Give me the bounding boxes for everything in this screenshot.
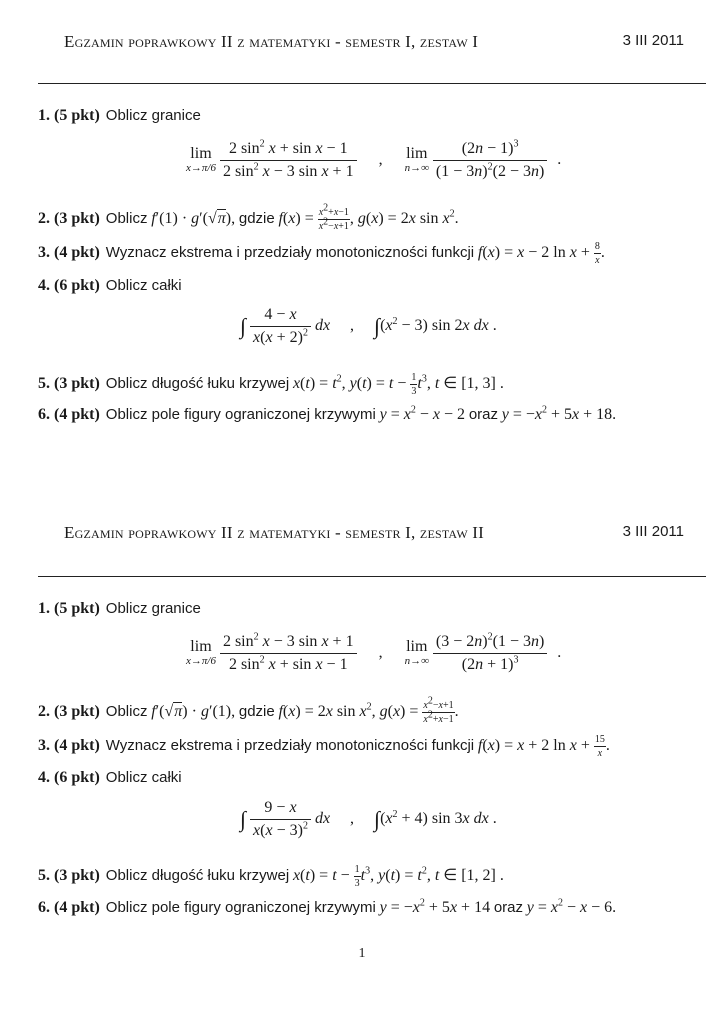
limits-formula: lim x→π/6 $\frac{2 \sin^2 x - 3 \sin x + 1}{2 \sin^2 x + \sin x - 1}$ , lim n→∞ $\frac{(3 - 2n)^2(1 - 3n)}{(2n + 1)^3}$ . <box>186 631 562 673</box>
problem-number: 3. (4 pkt) <box>38 737 100 755</box>
problem-number: 4. (6 pkt) <box>38 277 100 294</box>
problem-1 <box>38 107 201 125</box>
problem-3: 3. (4 pkt) Wyznacz ekstrema i przedziały monotoniczności funkcji f(x) = x + 2 ln x + $\frac{15}{x}$ . <box>38 734 610 759</box>
problem-4 <box>38 769 182 787</box>
fraction: $\frac{(2n - 1)^3}{(1 - 3n)^2(2 - 3n)}$ <box>433 140 547 181</box>
problem-3: 3. (4 pkt) Wyznacz ekstrema i przedziały monotoniczności funkcji f(x) = x − 2 ln x + $\frac{8}{x}$ . <box>38 241 605 266</box>
exam-title: Egzamin poprawkowy II z matematyki - semestr I, zestaw I <box>64 32 479 51</box>
problem-text: Oblicz długość łuku krzywej <box>105 375 290 393</box>
exam-header <box>0 523 724 549</box>
fraction: $\frac{2 \sin^2 x + \sin x - 1}{2 \sin^2 x - 3 \sin x + 1}$ <box>220 140 357 181</box>
exam-date: 3 III 2011 <box>622 32 684 49</box>
problem-number: 6. (4 pkt) <box>38 899 100 916</box>
fraction: $\frac{4 - x}{x(x + 2)^2}$ <box>250 306 311 347</box>
problem-5: 5. (3 pkt) Oblicz długość łuku krzywej x(t) = t − $\frac{1}{3}$ $t^3$, $y(t) = t^2$, t ∈ [1, 2] . <box>38 864 504 889</box>
problem-5: 5. (3 pkt) Oblicz długość łuku krzywej $x(t) = t^2$, y(t) = t − $\frac{1}{3}$ $t^3$, t ∈ [1, 3] . <box>38 372 504 397</box>
problem-number: 1. (5 pkt) <box>38 600 100 617</box>
problem-number: 2. (3 pkt) <box>38 703 100 721</box>
limits-formula: lim x→π/6 $\frac{2 \sin^2 x + \sin x - 1}{2 \sin^2 x - 3 \sin x + 1}$ , lim n→∞ $\frac{(2n - 1)^3}{(1 - 3n)^2(2 - 3n)}$ . <box>186 138 562 180</box>
problem-number: 4. (6 pkt) <box>38 769 100 786</box>
integrals-formula: ∫ $\frac{9 - x}{x(x - 3)^2}$ dx , $\int(x^2 + 4)$ sin 3x dx . <box>240 799 497 839</box>
problem-text: Oblicz <box>105 703 148 721</box>
limit-operator: lim n→∞ <box>404 637 429 667</box>
problem-text: gdzie <box>238 703 275 721</box>
exam-title: Egzamin poprawkowy II z matematyki - semestr I, zestaw II <box>64 523 485 542</box>
header-rule <box>38 83 706 84</box>
problem-2: 2. (3 pkt) Oblicz f′(√π) · g′(1), gdzie f(x) = 2x $\sin x^2$, g(x) = $\frac{x^2-x+1}{x^2+x-1}$ . <box>38 695 459 725</box>
limit-operator: lim x→π/6 <box>186 144 216 174</box>
exam-header <box>0 32 724 58</box>
problem-4 <box>38 277 182 295</box>
problem-number: 5. (3 pkt) <box>38 375 100 393</box>
problem-number: 5. (3 pkt) <box>38 867 100 885</box>
exam-date: 3 III 2011 <box>622 523 684 540</box>
problem-text: Oblicz całki <box>105 277 182 294</box>
problem-text: Oblicz granice <box>105 107 201 124</box>
page-number: 1 <box>358 946 366 961</box>
problem-text: Oblicz pole figury ograniczonej krzywymi <box>105 899 376 916</box>
limit-operator: lim n→∞ <box>404 144 429 174</box>
problem-6: 6. (4 pkt) Oblicz pole figury ograniczonej krzywymi $y = -x^2 + 5x + 14$ oraz $y = x^2 - x - 6$. <box>38 897 617 916</box>
fraction: $\frac{9 - x}{x(x - 3)^2}$ <box>250 799 311 840</box>
problem-number: 3. (4 pkt) <box>38 244 100 262</box>
limit-operator: lim x→π/6 <box>186 637 216 667</box>
problem-text: oraz <box>468 406 498 423</box>
problem-number: 1. (5 pkt) <box>38 107 100 124</box>
problem-number: 2. (3 pkt) <box>38 210 100 228</box>
problem-text: Oblicz <box>105 210 148 228</box>
integrals-formula: ∫ $\frac{4 - x}{x(x + 2)^2}$ dx , $\int(x^2 - 3)$ sin 2x dx . <box>240 306 497 346</box>
problem-1 <box>38 600 201 618</box>
problem-text: Oblicz granice <box>105 600 201 617</box>
problem-text: Oblicz pole figury ograniczonej krzywymi <box>105 406 376 423</box>
problem-2: 2. (3 pkt) Oblicz f′(1) · g′(√π), gdzie f(x) = $\frac{x^2+x-1}{x^2-x+1}$ , g(x) = 2x $\sin x^2$. <box>38 202 459 232</box>
problem-text: Oblicz długość łuku krzywej <box>105 867 290 885</box>
problem-text: Wyznacz ekstrema i przedziały monotoniczności funkcji <box>105 244 475 262</box>
problem-text: Wyznacz ekstrema i przedziały monotoniczności funkcji <box>105 737 475 755</box>
problem-text: oraz <box>493 899 524 916</box>
header-rule <box>38 576 706 577</box>
problem-6: 6. (4 pkt) Oblicz pole figury ograniczonej krzywymi $y = x^2 - x - 2$ oraz $y = -x^2 + 5x + 18$. <box>38 404 617 423</box>
problem-number: 6. (4 pkt) <box>38 406 100 423</box>
problem-text: gdzie <box>238 210 275 228</box>
fraction: $\frac{2 \sin^2 x - 3 \sin x + 1}{2 \sin^2 x + \sin x - 1}$ <box>220 633 357 674</box>
fraction: $\frac{(3 - 2n)^2(1 - 3n)}{(2n + 1)^3}$ <box>433 633 547 674</box>
problem-text: Oblicz całki <box>105 769 182 786</box>
